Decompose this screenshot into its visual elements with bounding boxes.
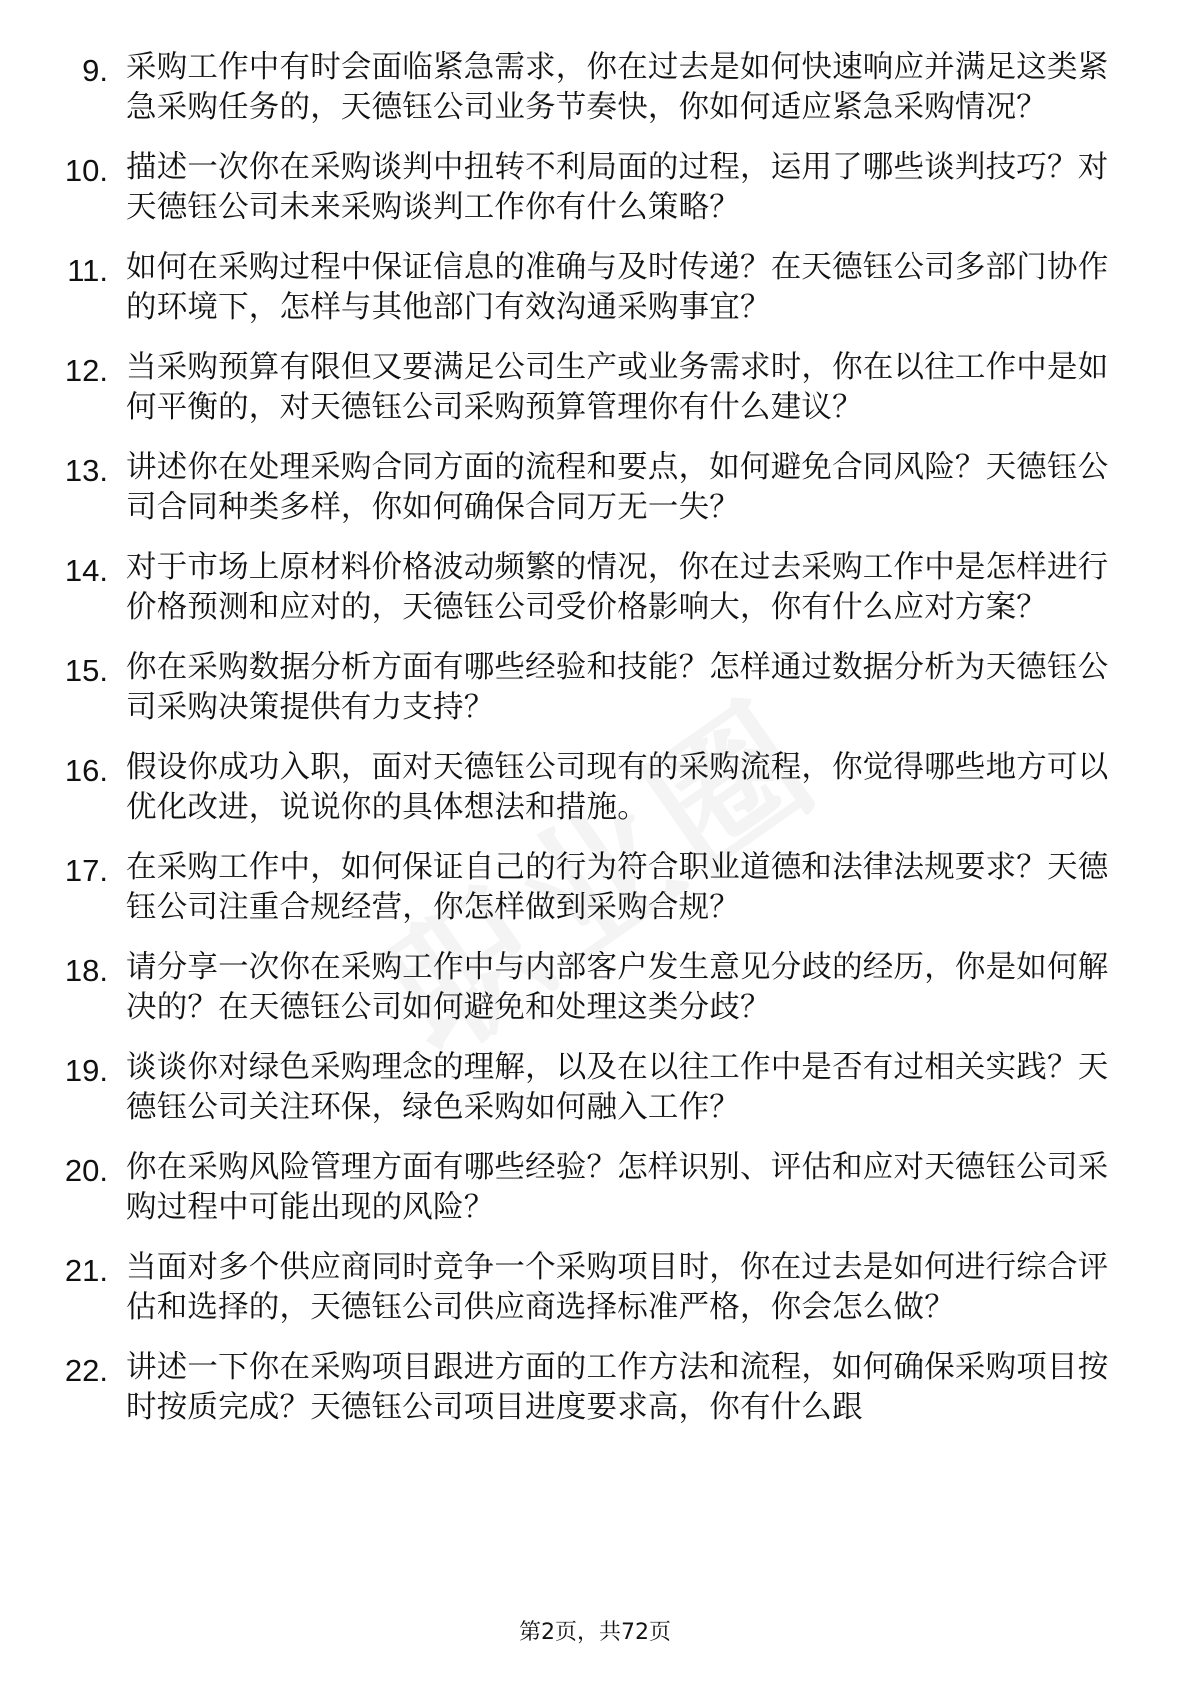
question-item [0, 248, 1190, 328]
question-number: 19. [64, 1053, 108, 1088]
question-text: 采购工作中有时会面临紧急需求，你在过去是如何快速响应并满足这类紧急采购任务的，天德钰公司业务节奏快，你如何适应紧急采购情况？ [126, 50, 1109, 125]
question-item [0, 148, 1190, 228]
question-number: 9. [82, 53, 108, 88]
question-text: 你在采购数据分析方面有哪些经验和技能？怎样通过数据分析为天德钰公司采购决策提供有力支持？ [126, 650, 1109, 725]
question-item [0, 848, 1190, 928]
question-item [0, 1248, 1190, 1328]
question-text: 讲述一下你在采购项目跟进方面的工作方法和流程，如何确保采购项目按时按质完成？天德钰公司项目进度要求高，你有什么跟 [126, 1350, 1109, 1425]
question-number: 12. [64, 353, 108, 388]
question-item [0, 1348, 1190, 1428]
question-text: 对于市场上原材料价格波动频繁的情况，你在过去采购工作中是怎样进行价格预测和应对的，天德钰公司受价格影响大，你有什么应对方案？ [126, 550, 1109, 625]
question-text: 当采购预算有限但又要满足公司生产或业务需求时，你在以往工作中是如何平衡的，对天德钰公司采购预算管理你有什么建议？ [126, 350, 1109, 425]
question-item [0, 948, 1190, 1028]
question-number: 15. [64, 653, 108, 688]
question-item [0, 648, 1190, 728]
question-item [0, 348, 1190, 428]
question-text: 描述一次你在采购谈判中扭转不利局面的过程，运用了哪些谈判技巧？对天德钰公司未来采购谈判工作你有什么策略？ [126, 150, 1109, 225]
question-item [0, 748, 1190, 828]
question-item [0, 1048, 1190, 1128]
question-text: 如何在采购过程中保证信息的准确与及时传递？在天德钰公司多部门协作的环境下，怎样与其他部门有效沟通采购事宜？ [126, 250, 1109, 325]
question-number: 21. [64, 1253, 108, 1288]
question-number: 17. [64, 853, 108, 888]
question-text: 在采购工作中，如何保证自己的行为符合职业道德和法律法规要求？天德钰公司注重合规经营，你怎样做到采购合规？ [126, 850, 1109, 925]
question-item [0, 48, 1190, 128]
question-list [0, 48, 1190, 1448]
page-footer [0, 1618, 1190, 1648]
question-number: 13. [64, 453, 108, 488]
question-text: 讲述你在处理采购合同方面的流程和要点，如何避免合同风险？天德钰公司合同种类多样，你如何确保合同万无一失？ [126, 450, 1109, 525]
question-number: 14. [64, 553, 108, 588]
question-item [0, 448, 1190, 528]
question-text: 请分享一次你在采购工作中与内部客户发生意见分歧的经历，你是如何解决的？在天德钰公司如何避免和处理这类分歧？ [126, 950, 1109, 1025]
question-number: 16. [64, 753, 108, 788]
question-number: 22. [64, 1353, 108, 1388]
question-number: 11. [67, 253, 108, 288]
question-number: 18. [64, 953, 108, 988]
question-text: 当面对多个供应商同时竞争一个采购项目时，你在过去是如何进行综合评估和选择的，天德钰公司供应商选择标准严格，你会怎么做？ [126, 1250, 1109, 1325]
question-text: 你在采购风险管理方面有哪些经验？怎样识别、评估和应对天德钰公司采购过程中可能出现的风险？ [126, 1150, 1109, 1225]
question-number: 20. [64, 1153, 108, 1188]
question-item [0, 548, 1190, 628]
page-number: 第2页，共72页 [519, 1620, 671, 1645]
question-text: 假设你成功入职，面对天德钰公司现有的采购流程，你觉得哪些地方可以优化改进，说说你的具体想法和措施。 [126, 750, 1109, 825]
question-text: 谈谈你对绿色采购理念的理解，以及在以往工作中是否有过相关实践？天德钰公司关注环保，绿色采购如何融入工作？ [126, 1050, 1109, 1125]
question-number: 10. [64, 153, 108, 188]
question-item [0, 1148, 1190, 1228]
